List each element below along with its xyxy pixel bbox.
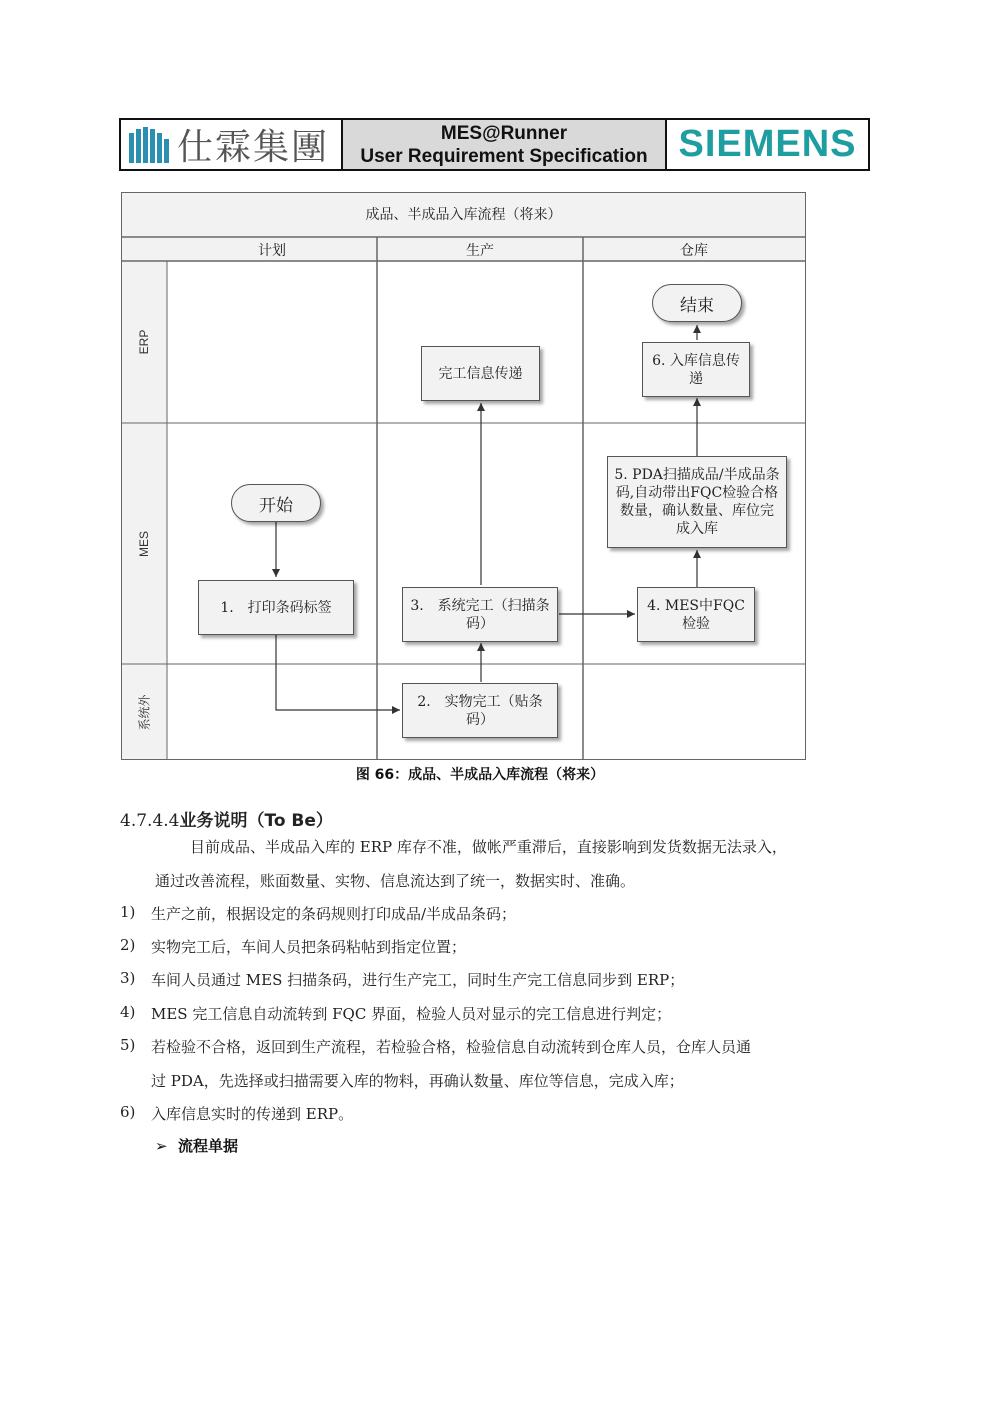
siemens-logo: SIEMENS — [678, 123, 857, 165]
list-number-5: 5) — [120, 1036, 136, 1054]
list-item-1: 生产之前，根据设定的条码规则打印成品/半成品条码； — [151, 905, 517, 923]
bullet-text: 流程单据 — [178, 1137, 239, 1155]
intro-line-1: 目前成品、半成品入库的 ERP 库存不准，做帐严重滞后，直接影响到发货数据无法录入， — [190, 838, 787, 856]
company-logo-icon — [127, 125, 171, 165]
list-item-4: MES 完工信息自动流转到 FQC 界面，检验人员对显示的完工信息进行判定； — [151, 1005, 672, 1023]
diagram-title: 成品、半成品入库流程（将来） — [365, 207, 562, 223]
lane-label-external: 系统外 — [137, 694, 152, 731]
section-number: 4.7.4.4 — [120, 811, 180, 831]
spec-title — [343, 120, 667, 169]
list-number-6: 6) — [120, 1103, 136, 1121]
step-3-system-completion: 3. 系统完工（扫描条码） — [402, 587, 558, 642]
list-item-2: 实物完工后，车间人员把条码粘帖到指定位置； — [151, 938, 467, 956]
erp-completion-info: 完工信息传递 — [421, 346, 540, 401]
list-item-5: 若检验不合格，返回到生产流程，若检验合格，检验信息自动流转到仓库人员，仓库人员通 — [151, 1038, 752, 1056]
bullet-arrow-icon: ➢ — [155, 1137, 168, 1155]
list-number-3: 3) — [120, 969, 136, 987]
step-6-storage-info: 6. 入库信息传递 — [642, 342, 750, 397]
company-logo — [121, 120, 343, 169]
lane-label-erp: ERP — [137, 329, 151, 355]
end-node: 结束 — [652, 284, 742, 322]
swimlane-diagram — [121, 192, 806, 760]
column-header-plan: 计划 — [258, 243, 286, 259]
step-4-fqc-inspection: 4. MES中FQC检验 — [637, 587, 755, 642]
intro-line-2: 通过改善流程，账面数量、实物、信息流达到了统一，数据实时、准确。 — [155, 872, 636, 890]
column-header-production: 生产 — [466, 243, 494, 259]
list-number-2: 2) — [120, 936, 136, 954]
start-node: 开始 — [231, 484, 321, 522]
section-title: 业务说明（To Be） — [179, 811, 333, 831]
figure-caption: 图 66：成品、半成品入库流程（将来） — [355, 767, 605, 783]
step-2-physical-completion: 2. 实物完工（贴条码） — [402, 683, 558, 738]
list-number-1: 1) — [120, 903, 136, 921]
spec-title-line1: MES@Runner — [440, 122, 568, 144]
lane-label-mes: MES — [137, 531, 151, 558]
list-item-6: 入库信息实时的传递到 ERP。 — [151, 1105, 354, 1123]
list-item-5-continued: 过 PDA，先选择或扫描需要入库的物料，再确认数量、库位等信息，完成入库； — [151, 1072, 684, 1090]
section-heading — [120, 806, 333, 831]
step-5-pda-scan: 5. PDA扫描成品/半成品条码,自动带出FQC检验合格数量，确认数量、库位完成入库 — [607, 456, 787, 548]
company-logo-text: 仕霖集團 — [177, 127, 330, 168]
list-number-4: 4) — [120, 1003, 136, 1021]
list-item-3: 车间人员通过 MES 扫描条码，进行生产完工，同时生产完工信息同步到 ERP； — [151, 971, 685, 989]
column-header-warehouse: 仓库 — [680, 243, 708, 259]
document-header — [119, 118, 870, 171]
process-documents-bullet — [155, 1135, 238, 1156]
spec-title-line2: User Requirement Specification — [360, 145, 648, 167]
step-1-print-labels: 1. 打印条码标签 — [198, 580, 354, 635]
